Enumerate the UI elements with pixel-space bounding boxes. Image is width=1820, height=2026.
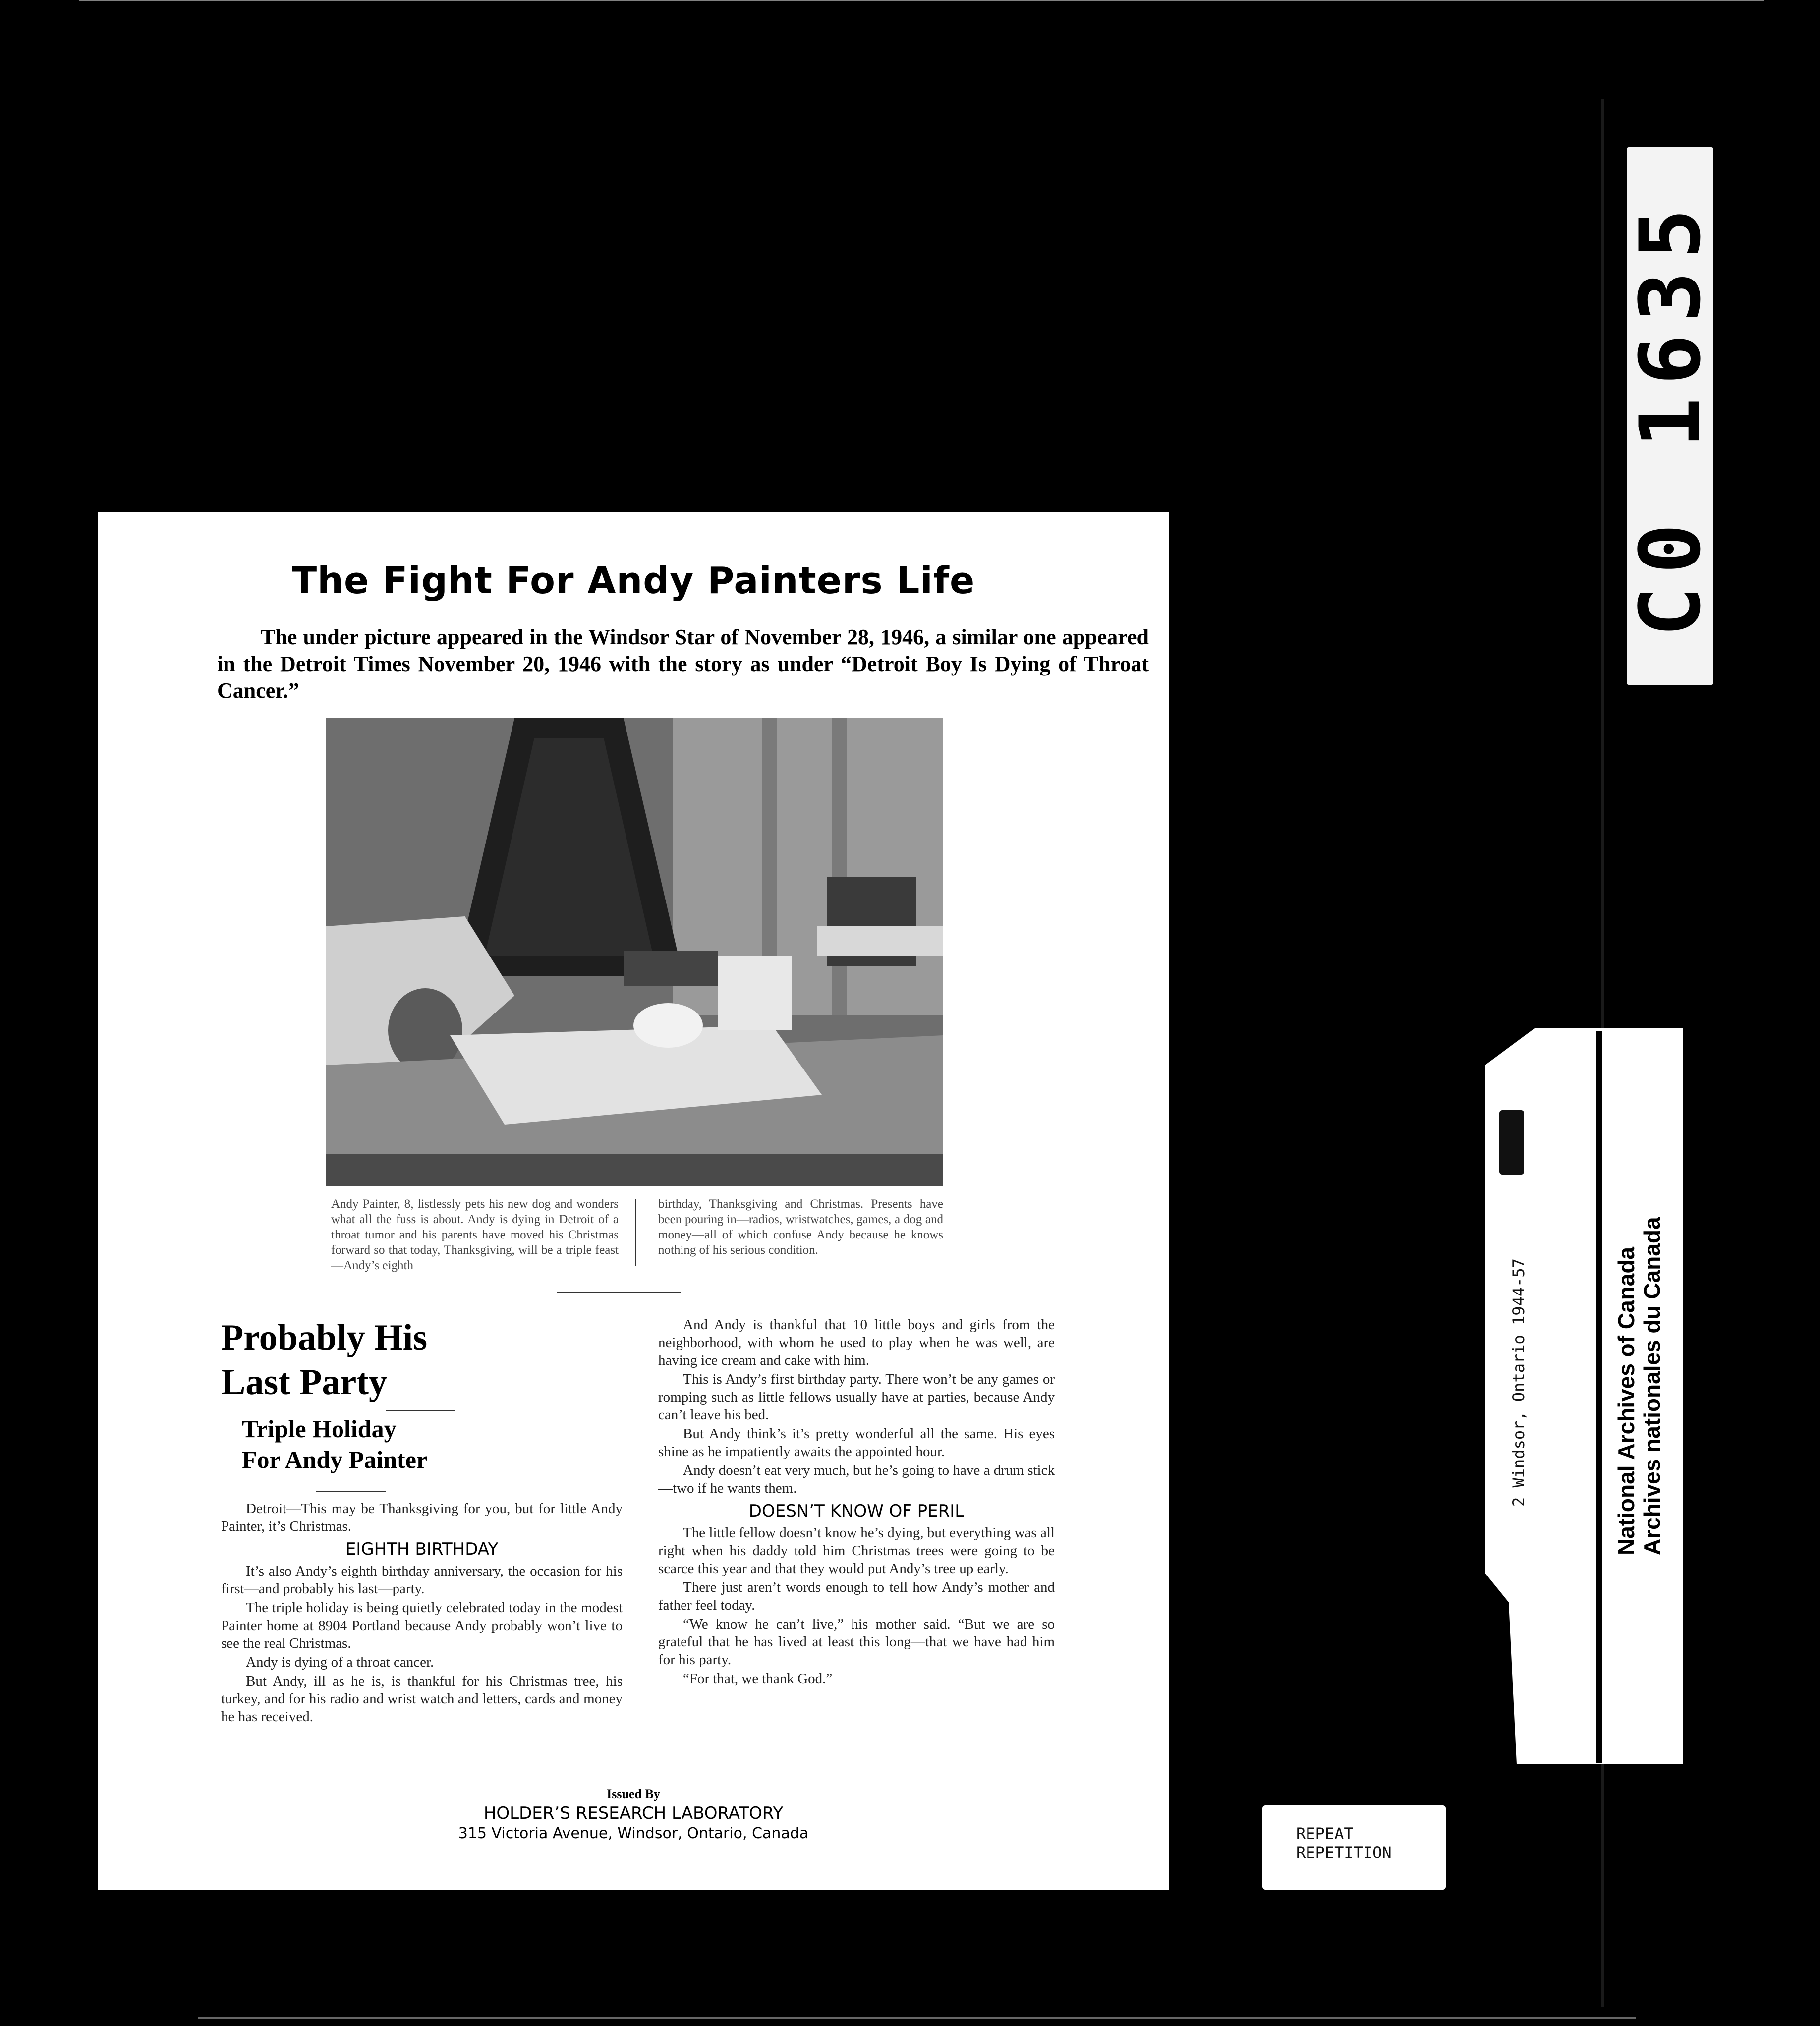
subhead-line-2: For Andy Painter — [242, 1446, 428, 1473]
article-paragraph: The triple holiday is being quietly celebrated today in the modest Painter home at 8904 Portland because Andy probably won’t live to see the real Christmas. — [221, 1600, 623, 1651]
intro-paragraph: The under picture appeared in the Windsor Star of November 28, 1946, a similar one appeared in the Detroit Times November 20, 1946 with the story as under “Detroit Boy Is Dying of Throat Cancer.” — [217, 625, 1149, 703]
repeat-label-line-2: REPETITION — [1296, 1843, 1392, 1862]
tab-reel-info: 2 Windsor, Ontario 1944-57 — [1509, 1258, 1528, 1507]
article-headline — [221, 1315, 427, 1405]
photo-image — [326, 718, 943, 1186]
subhead-rule — [316, 1491, 386, 1492]
footer-address: 315 Victoria Avenue, Windsor, Ontario, Canada — [458, 1825, 809, 1842]
page-title: The Fight For Andy Painters Life — [291, 560, 975, 602]
section-heading: EIGHTH BIRTHDAY — [345, 1539, 499, 1559]
article-column-right — [658, 1316, 1055, 1688]
article-subhead — [242, 1413, 427, 1475]
article-paragraph: “We know he can’t live,” his mother said. “But we are so grateful that he has lived at least this long—that we have had him for his party. — [658, 1616, 1055, 1668]
subhead-line-1: Triple Holiday — [242, 1415, 397, 1443]
archives-name-fr: Archives nationales du Canada — [1639, 1217, 1665, 1555]
article-paragraph: Andy is dying of a throat cancer. — [246, 1654, 434, 1670]
reel-number-label — [1621, 147, 1719, 685]
section-heading: DOESN’T KNOW OF PERIL — [748, 1501, 965, 1521]
archives-name-en: National Archives of Canada — [1613, 1246, 1639, 1555]
tab-separator — [1596, 1031, 1602, 1763]
repeat-label-line-1: REPEAT — [1296, 1824, 1354, 1843]
photo-caption-left: Andy Painter, 8, listlessly pets his new dog and wonders what all the fuss is about. Andy is dying in Detroit of a throat tumor and his parents have moved his Christmas forward so that today, Thanksgiving, will be a triple feast—Andy’s eighth — [331, 1197, 619, 1272]
article-paragraph: “For that, we thank God.” — [683, 1671, 833, 1687]
photo-andy-christmas — [326, 718, 943, 1186]
photo-caption-right: birthday, Thanksgiving and Christmas. Presents have been pouring in—radios, wristwatches, games, a dog and money—all of which confuse Andy because he knows nothing of his serious condition. — [658, 1197, 943, 1257]
caption-rule — [557, 1292, 681, 1293]
article-paragraph: But Andy, ill as he is, is thankful for his Christmas tree, his turkey, and for his radio and wrist watch and letters, cards and money he has received. — [221, 1673, 623, 1725]
headline-rule — [386, 1410, 455, 1411]
film-speck — [198, 2017, 1636, 2019]
article-paragraph: It’s also Andy’s eighth birthday anniversary, the occasion for his first—and probably his last—party. — [221, 1563, 623, 1597]
article-paragraph: But Andy think’s it’s pretty wonderful all the same. His eyes shine as he impatiently awaits the appointed hour. — [658, 1426, 1055, 1460]
article-paragraph: And Andy is thankful that 10 little boys and girls from the neighborhood, with whom he used to play when he was well, are having ice cream and cake with him. — [658, 1317, 1055, 1368]
caption-divider — [635, 1199, 636, 1266]
issuer-footer — [98, 1785, 1169, 1844]
archives-name — [1613, 1217, 1665, 1555]
repeat-label — [1262, 1805, 1446, 1890]
article-paragraph: Detroit—This may be Thanksgiving for you, but for little Andy Painter, it’s Christmas. — [221, 1501, 623, 1534]
headline-line-2: Last Party — [221, 1362, 387, 1403]
reel-number: C0 1635 — [1621, 195, 1719, 637]
footer-lab-name: HOLDER’S RESEARCH LABORATORY — [483, 1803, 784, 1823]
footer-issued-by: Issued By — [607, 1787, 660, 1801]
film-speck — [79, 0, 1764, 1]
headline-line-1: Probably His — [221, 1317, 427, 1358]
document-page — [98, 512, 1169, 1890]
article-column-left — [221, 1500, 623, 1727]
article-paragraph: There just aren’t words enough to tell how Andy’s mother and father feel today. — [658, 1579, 1055, 1613]
tab-marker — [1499, 1110, 1524, 1175]
article-paragraph: The little fellow doesn’t know he’s dying, but everything was all right when his daddy told him Christmas trees were going to be scarce this year and that they would put Andy’s tree up early. — [658, 1525, 1055, 1576]
article-paragraph: This is Andy’s first birthday party. There won’t be any games or romping such as little fellows usually have at parties, because Andy can’t leave his bed. — [658, 1371, 1055, 1423]
article-paragraph: Andy doesn’t eat very much, but he’s going to have a drum stick—two if he wants them. — [658, 1463, 1055, 1496]
